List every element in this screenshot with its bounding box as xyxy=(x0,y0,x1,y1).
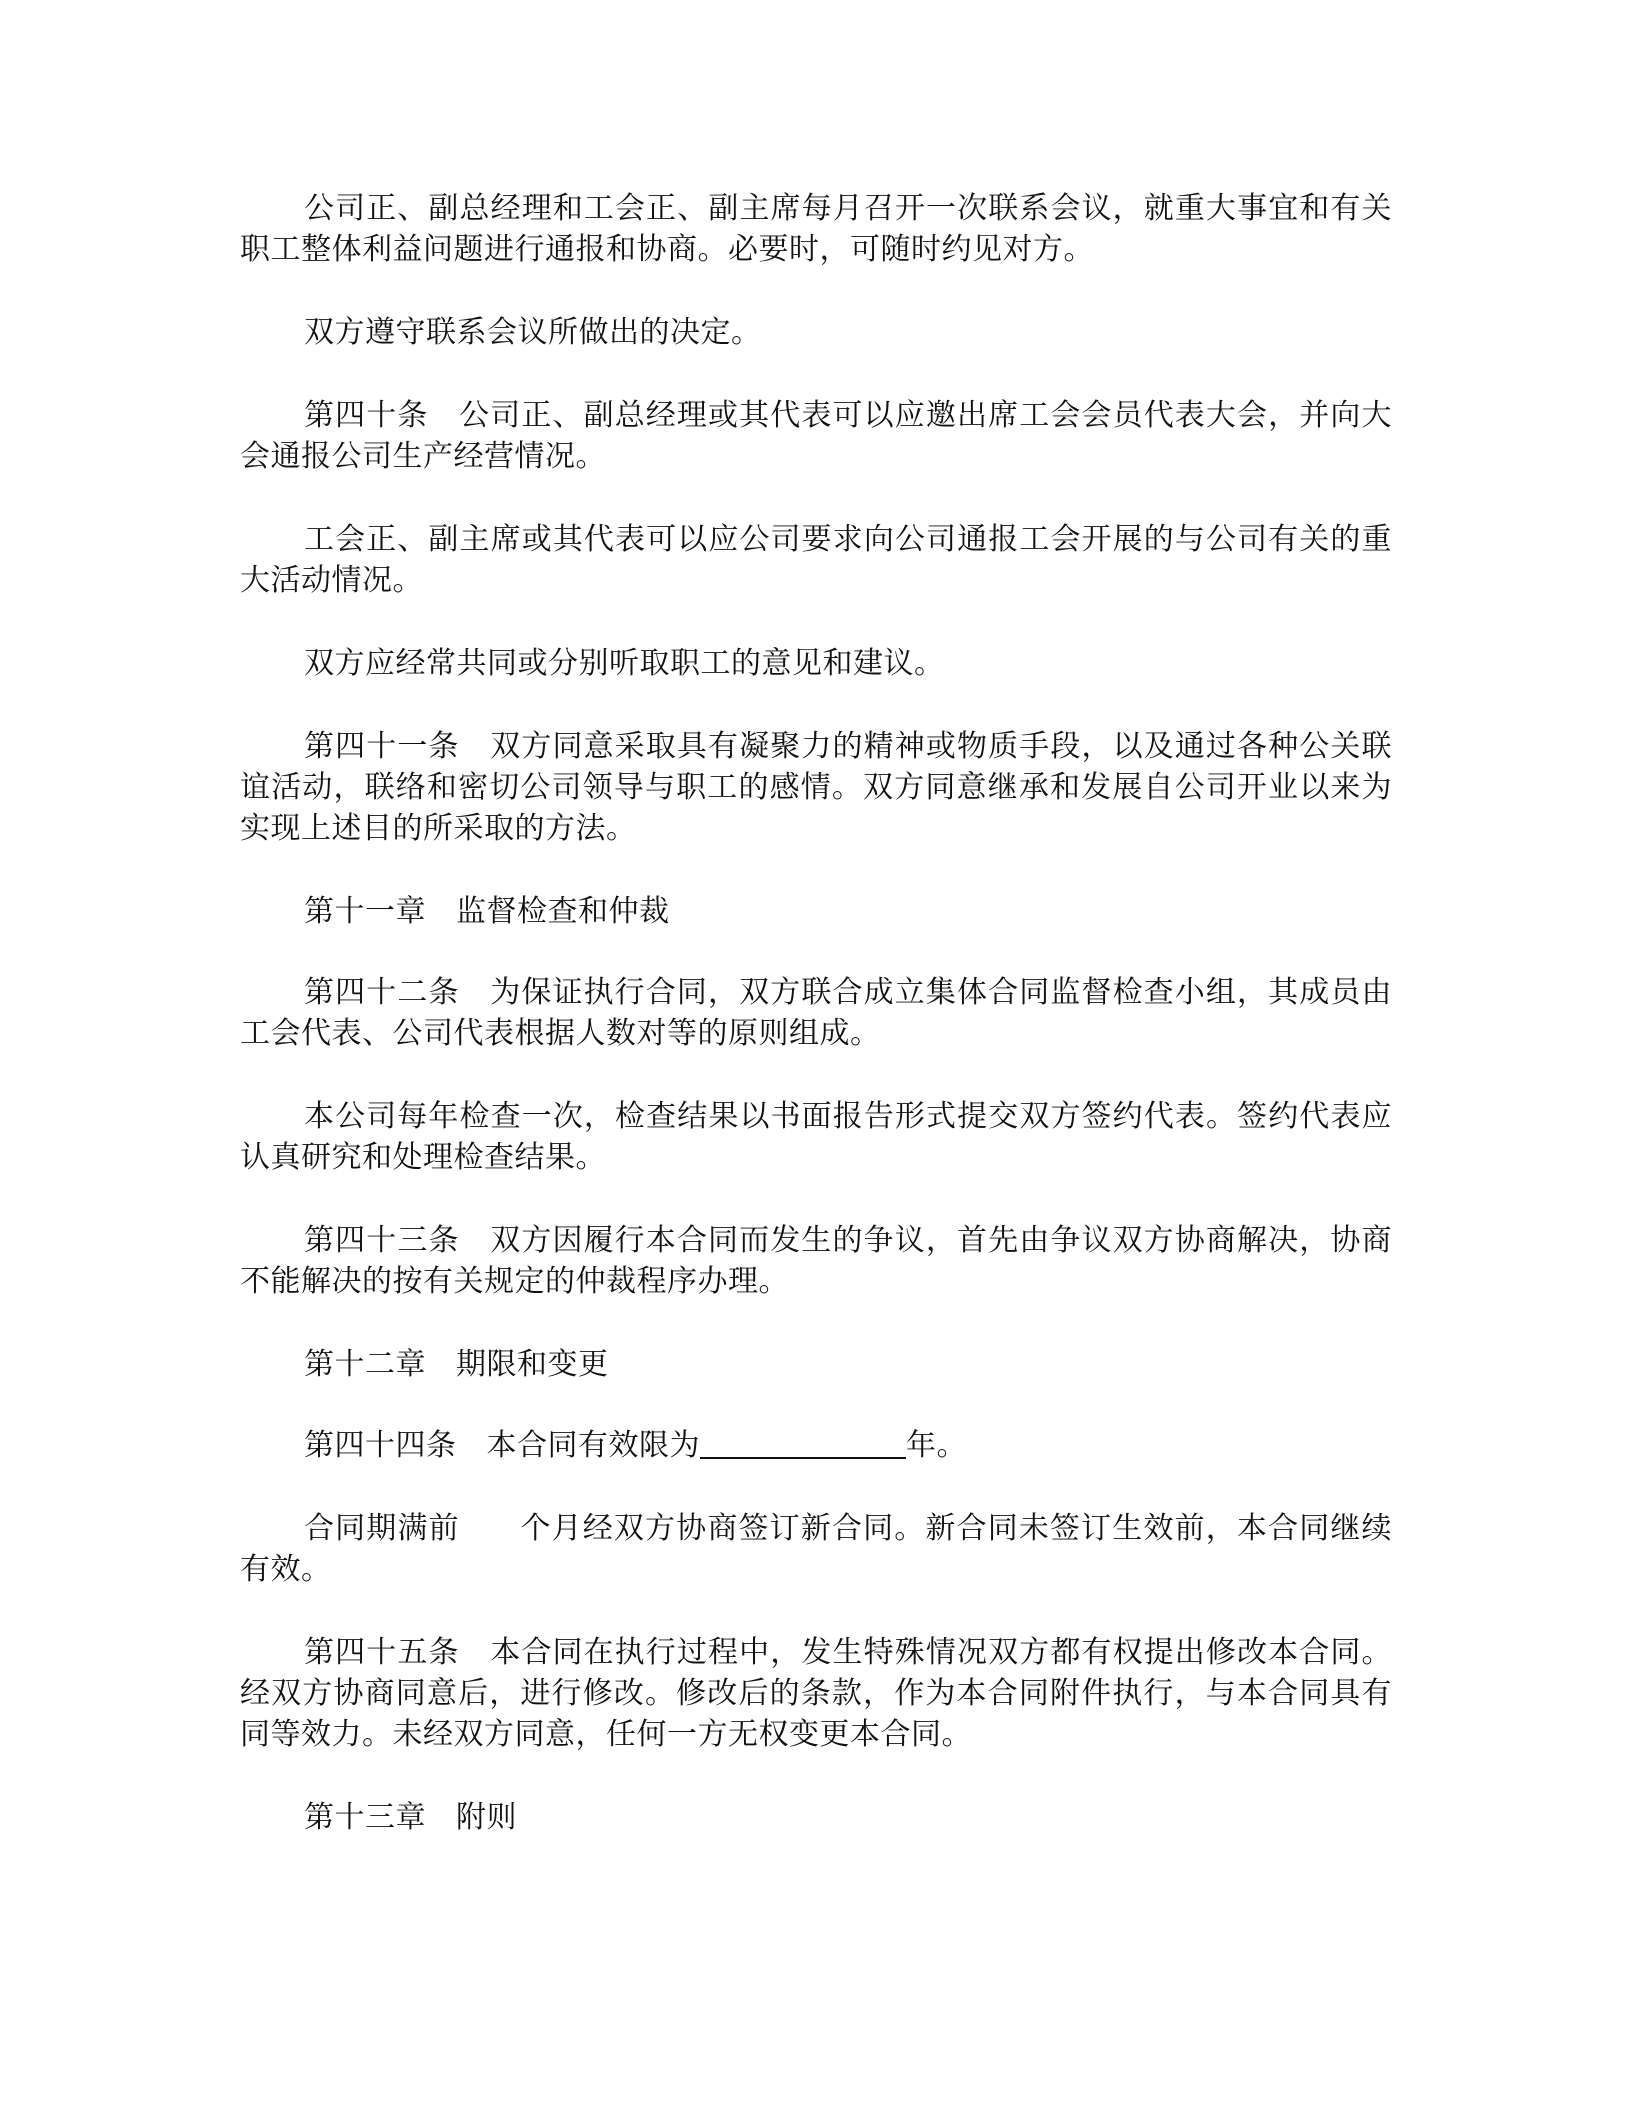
article-45 xyxy=(240,1632,1392,1755)
paragraph xyxy=(240,188,1392,270)
article-43 xyxy=(240,1220,1392,1302)
paragraph xyxy=(240,643,1392,684)
chapter-title: 附则 xyxy=(456,1800,517,1835)
paragraph-text: 公司正、副总经理和工会正、副主席每月召开一次联系会议，就重大事宜和有关职工整体利益问题进行通报和协商。必要时，可随时约见对方。 xyxy=(240,191,1392,267)
chapter-heading-12 xyxy=(240,1344,1392,1385)
paragraph xyxy=(240,1096,1392,1178)
paragraph xyxy=(240,1508,1392,1590)
paragraph-text: 合同期满前 xyxy=(304,1511,460,1546)
paragraph-text: 双方同意采取具有凝聚力的精神或物质手段，以及通过各种公关联谊活动，联络和密切公司领导与职工的感情。双方同意继承和发展自公司开业以来为实现上述目的所采取的方法。 xyxy=(240,729,1393,846)
paragraph-text: 双方遵守联系会议所做出的决定。 xyxy=(304,315,762,350)
paragraph-text: 个月经双方协商签订新合同。新合同未签订生效前，本合同继续有效。 xyxy=(240,1511,1393,1587)
article-label: 第四十四条 xyxy=(304,1428,457,1463)
paragraph-text: 工会正、副主席或其代表可以应公司要求向公司通报工会开展的与公司有关的重大活动情况。 xyxy=(240,522,1392,598)
fill-in-blank-years xyxy=(700,1427,906,1459)
article-label: 第四十条 xyxy=(304,398,429,433)
paragraph-text: 年。 xyxy=(906,1428,967,1463)
chapter-label: 第十一章 xyxy=(304,894,426,929)
paragraph-text: 为保证执行合同，双方联合成立集体合同监督检查小组，其成员由工会代表、公司代表根据人数对等的原则组成。 xyxy=(240,975,1393,1051)
paragraph xyxy=(240,519,1392,601)
chapter-label: 第十二章 xyxy=(304,1347,426,1382)
article-42 xyxy=(240,972,1392,1054)
paragraph-text: 本公司每年检查一次，检查结果以书面报告形式提交双方签约代表。签约代表应认真研究和处理检查结果。 xyxy=(240,1099,1392,1175)
paragraph-text: 本合同有效限为 xyxy=(486,1428,700,1463)
document-body xyxy=(240,188,1392,1878)
chapter-title: 期限和变更 xyxy=(456,1347,609,1382)
chapter-heading-11 xyxy=(240,891,1392,932)
paragraph xyxy=(240,312,1392,353)
paragraph-text: 双方因履行本合同而发生的争议，首先由争议双方协商解决，协商不能解决的按有关规定的仲裁程序办理。 xyxy=(240,1223,1393,1299)
article-label: 第四十一条 xyxy=(304,729,460,764)
article-40 xyxy=(240,395,1392,477)
article-label: 第四十二条 xyxy=(304,975,460,1010)
chapter-label: 第十三章 xyxy=(304,1800,426,1835)
article-label: 第四十三条 xyxy=(304,1223,460,1258)
paragraph-text: 双方应经常共同或分别听取职工的意见和建议。 xyxy=(304,646,945,681)
chapter-title: 监督检查和仲裁 xyxy=(456,894,670,929)
paragraph-text: 本合同在执行过程中，发生特殊情况双方都有权提出修改本合同。经双方协商同意后，进行修改。修改后的条款，作为本合同附件执行，与本合同具有同等效力。未经双方同意，任何一方无权变更本合同。 xyxy=(240,1635,1393,1752)
article-44 xyxy=(240,1425,1392,1466)
article-label: 第四十五条 xyxy=(304,1635,460,1670)
paragraph-text: 公司正、副总经理或其代表可以应邀出席工会会员代表大会，并向大会通报公司生产经营情况。 xyxy=(240,398,1393,474)
chapter-heading-13 xyxy=(240,1797,1392,1838)
article-41 xyxy=(240,726,1392,849)
